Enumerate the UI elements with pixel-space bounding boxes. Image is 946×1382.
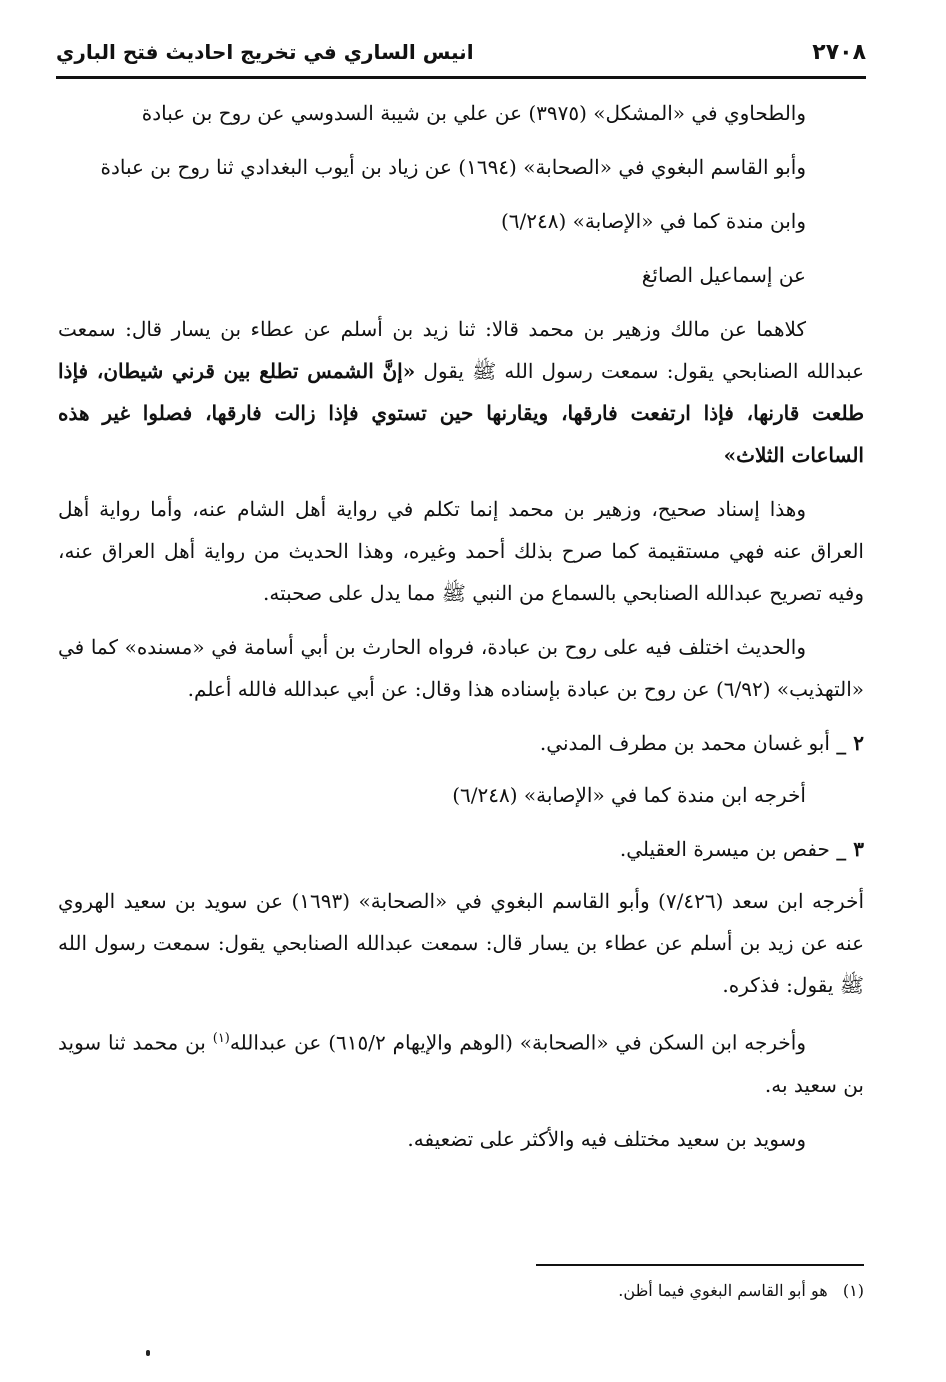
list-item-number: ٢ _ [836,731,864,755]
list-item-3 [58,828,864,870]
footnote-marker: (١) [212,1031,230,1046]
list-item-number: ٣ _ [836,837,864,861]
paragraph-disagreement: والحديث اختلف فيه على روح بن عبادة، فرواه الحارث بن أبي أسامة في «مسنده» كما في «التهذيب» (٦/٩٢) عن روح بن عبادة بإسناده هذا وقال: عن أبي عبدالله فالله أعلم. [58,635,864,701]
paragraph-tahawi: والطحاوي في «المشكل» (٣٩٧٥) عن علي بن شيبة السدوسي عن روح بن عبادة [141,101,806,125]
page-number: ٢٧٠٨ [812,39,866,65]
page-header [56,30,866,74]
hadith-chain: كلاهما عن مالك وزهير بن محمد قالا: ثنا زيد بن أسلم عن عطاء بن يسار قال: سمعت عبدالله الصنابحي يقول: سمعت رسول الله ﷺ يقول [58,317,864,383]
paragraph-ibn-saad: أخرجه ابن سعد (٧/٤٢٦) وأبو القاسم البغوي في «الصحابة» (١٦٩٣) عن سويد بن سعيد الهروي عنه عن زيد بن أسلم عن عطاء بن يسار قال: سمعت عبدالله الصنابحي يقول: سمعت رسول الله ﷺ يقول: فذكره. [58,889,864,997]
paragraph-hadith-text [58,308,864,476]
list-item-2 [58,722,864,764]
ibn-sakan-text: وأخرجه ابن السكن في «الصحابة» (الوهم والإيهام ٦١٥/٢) عن عبدالله [229,1030,806,1055]
hadith-matn: «إنَّ الشمس تطلع بين قرني شيطان، فإذا طلعت قارنها، فإذا ارتفعت فارقها، ويقارنها حين تستوي فإذا زالت فارقها، فصلوا غير هذه الساعات الثلاث» [58,359,864,467]
paragraph-suwaid: وسويد بن سعيد مختلف فيه والأكثر على تضعيفه. [407,1126,806,1151]
header-rule [56,76,866,79]
list-item-text: أبو غسان محمد بن مطرف المدني. [539,731,830,755]
footnote-number: (١) [842,1281,864,1300]
paragraph-baghawi: وأبو القاسم البغوي في «الصحابة» (١٦٩٤) عن زياد بن أيوب البغدادي ثنا روح بن عبادة [100,155,806,179]
running-title: انيس الساري في تخريج احاديث فتح الباري [56,40,474,64]
footnote-text: هو أبو القاسم البغوي فيما أظن. [618,1281,828,1300]
paragraph-ibn-mandah-2: أخرجه ابن مندة كما في «الإصابة» (٦/٢٤٨) [452,783,806,807]
paragraph-ibn-mandah: وابن مندة كما في «الإصابة» (٦/٢٤٨) [500,209,806,233]
paragraph-ismail: عن إسماعيل الصائغ [641,263,806,287]
footnote-rule [536,1264,864,1266]
ibn-sakan-text-cont: بن محمد ثنا سويد بن سعيد به. [58,1030,864,1097]
list-item-text: حفص بن ميسرة العقيلي. [619,837,830,861]
paragraph-ibn-sakan [58,1018,864,1106]
scan-speck [146,1350,150,1356]
footnote [58,1276,864,1306]
main-text [58,92,864,1172]
paragraph-isnad-ruling: وهذا إسناد صحيح، وزهير بن محمد إنما تكلم في رواية أهل الشام عنه، وأما رواية أهل العراق عنه فهي مستقيمة كما صرح بذلك أحمد وغيره، وهذا الحديث من رواية أهل العراق عنه، وفيه تصريح عبدالله الصنابحي بالسماع من النبي ﷺ مما يدل على صحبته. [58,497,864,605]
